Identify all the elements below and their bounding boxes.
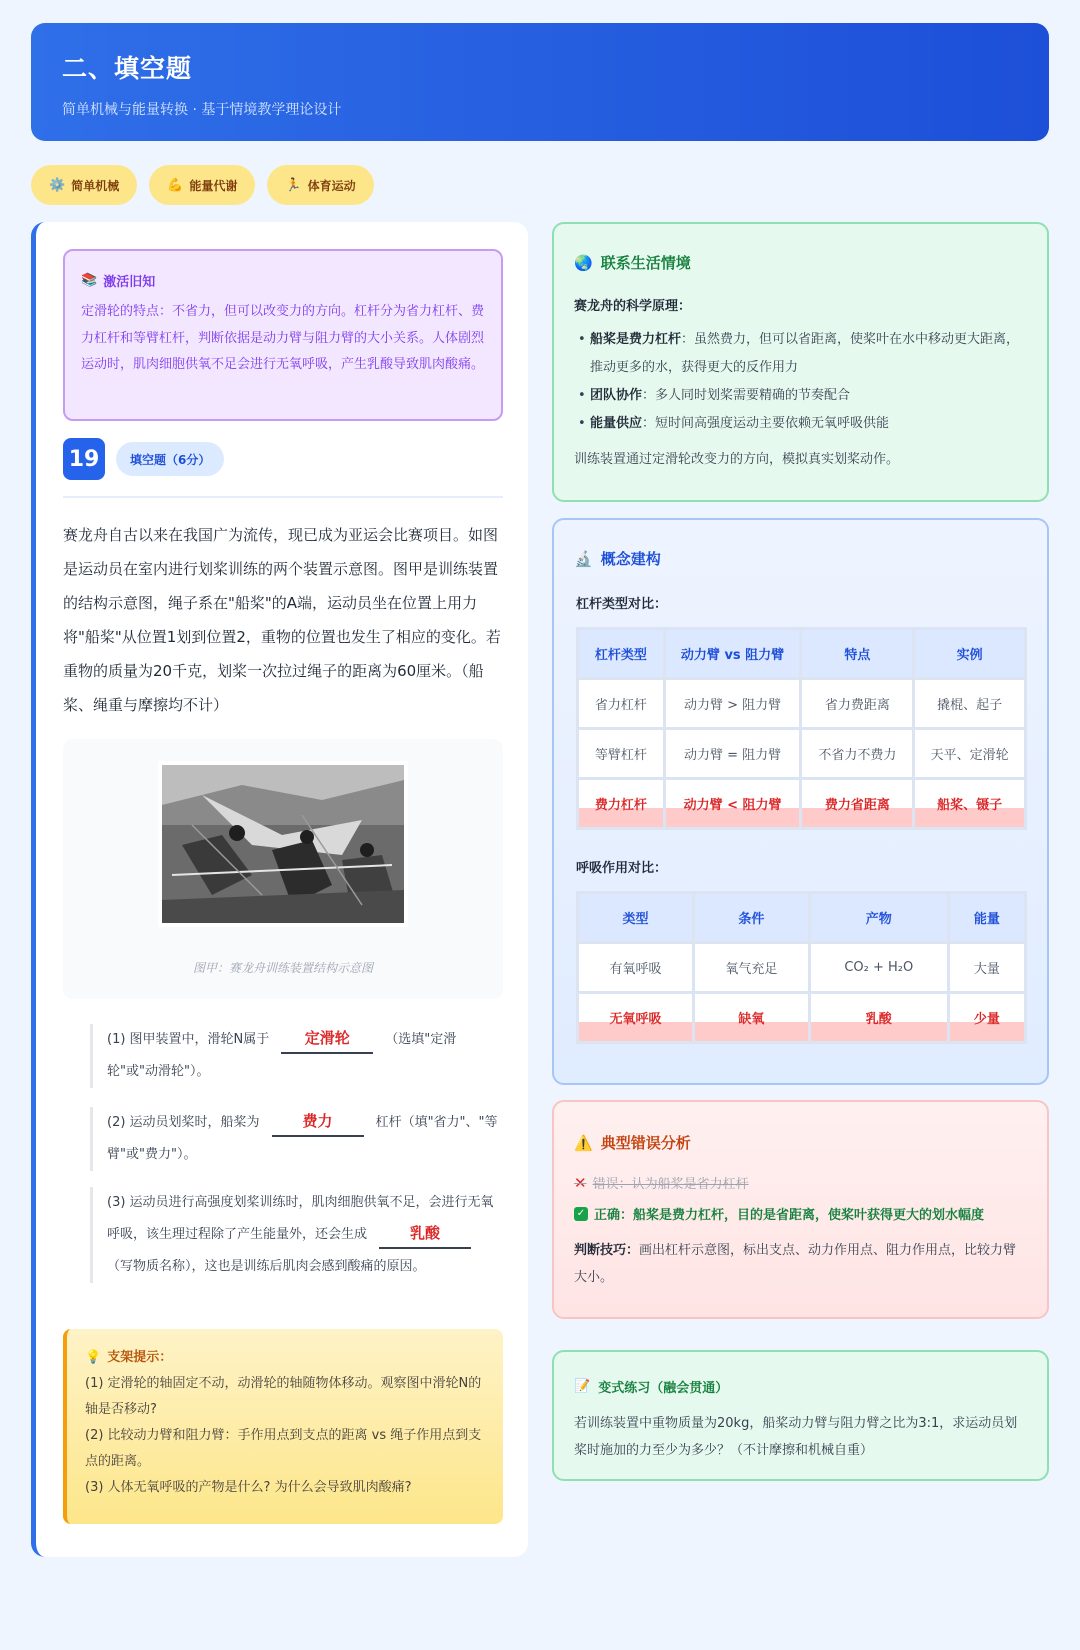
table-header-row bbox=[579, 630, 1024, 677]
table-header: 特点 bbox=[802, 630, 912, 677]
topic-tags bbox=[31, 165, 374, 205]
concept-card bbox=[552, 518, 1049, 1085]
life-context-note: 训练装置通过定滑轮改变力的方向，模拟真实划桨动作。 bbox=[574, 452, 900, 467]
hint-line-3: (3) 人体无氧呼吸的产物是什么? 为什么会导致肌肉酸痛? bbox=[85, 1480, 412, 1495]
list-item bbox=[574, 326, 1027, 382]
sub-question-3-text: (3) 运动员进行高强度划桨训练时，肌肉细胞供氧不足，会进行无氧呼吸，该生理过程除了产生能量外，还会生成 bbox=[107, 1195, 494, 1242]
page-header bbox=[31, 23, 1049, 141]
respiration-table-label: 呼吸作用对比： bbox=[576, 861, 668, 876]
table-cell: 动力臂 < 阻力臂 bbox=[666, 780, 800, 827]
wrong-statement bbox=[574, 1173, 1027, 1192]
table-cell: 大量 bbox=[950, 944, 1024, 991]
activate-text: 定滑轮的特点：不省力，但可以改变力的方向。杠杆分为省力杠杆、费力杠杆和等臂杠杆，判断依据是动力臂与阻力臂的大小关系。人体剧烈运动时，肌肉细胞供氧不足会进行无氧呼吸，产生乳酸导致肌肉酸痛。 bbox=[81, 304, 485, 372]
hint-line-2: (2) 比较动力臂和阻力臂：手作用点到支点的距离 vs 绳子作用点到支点的距离。 bbox=[85, 1428, 482, 1469]
list-item-bold: 能量供应 bbox=[590, 416, 643, 431]
tag-label: 体育运动 bbox=[307, 178, 356, 193]
sub-question-2-suffix: 杠杆（填"省力"、"等臂"或"费力"）。 bbox=[107, 1115, 498, 1162]
sub-question-1-text: (1) 图甲装置中，滑轮N属于 bbox=[107, 1032, 270, 1047]
life-context-title-text: 联系生活情境 bbox=[600, 254, 691, 272]
table-cell: 不省力不费力 bbox=[802, 730, 912, 777]
warning-icon: ⚠️ bbox=[574, 1133, 593, 1152]
table-row bbox=[579, 944, 1024, 991]
judgment-tip-text: 画出杠杆示意图，标出支点、动力作用点、阻力作用点，比较力臂大小。 bbox=[574, 1243, 1017, 1285]
error-analysis-title-text: 典型错误分析 bbox=[600, 1134, 691, 1152]
list-item bbox=[574, 410, 1027, 438]
table-row bbox=[579, 680, 1024, 727]
table-cell: 等臂杠杆 bbox=[579, 730, 663, 777]
concept-title-text: 概念建构 bbox=[600, 550, 661, 568]
practice-card bbox=[552, 1350, 1049, 1481]
sub-question-1-suffix: （选填"定滑轮"或"动滑轮"）。 bbox=[107, 1032, 457, 1079]
life-context-card bbox=[552, 222, 1049, 502]
practice-title-text: 变式练习（融会贯通） bbox=[598, 1381, 729, 1396]
activate-title bbox=[81, 271, 485, 290]
tag-label: 能量代谢 bbox=[189, 178, 238, 193]
figure-caption: 图甲：赛龙舟训练装置结构示意图 bbox=[192, 961, 373, 975]
answer-blank-3[interactable]: 乳酸 bbox=[379, 1219, 471, 1249]
question-type-badge: 填空题（6分） bbox=[116, 442, 224, 476]
question-panel bbox=[31, 222, 528, 1557]
table-header: 实例 bbox=[915, 630, 1024, 677]
tag-sports[interactable] bbox=[267, 165, 373, 205]
table-header: 能量 bbox=[950, 894, 1024, 941]
table-cell: 少量 bbox=[950, 994, 1024, 1041]
gear-icon: ⚙️ bbox=[49, 177, 66, 193]
table-header-row bbox=[579, 894, 1024, 941]
table-cell: 氧气充足 bbox=[695, 944, 808, 991]
lever-table-label: 杠杆类型对比： bbox=[576, 597, 668, 612]
list-item-bold: 团队协作 bbox=[590, 388, 643, 403]
runner-icon: 🏃 bbox=[285, 177, 302, 193]
tag-energy-metabolism[interactable] bbox=[149, 165, 255, 205]
table-cell: 缺氧 bbox=[695, 994, 808, 1041]
table-row-highlighted bbox=[579, 994, 1024, 1041]
table-cell: CO₂ + H₂O bbox=[811, 944, 947, 991]
sub-question-3 bbox=[90, 1187, 503, 1283]
globe-icon: 🌏 bbox=[574, 253, 593, 272]
sub-question-1 bbox=[90, 1024, 503, 1088]
correct-statement-text: 正确：船桨是费力杠杆，目的是省距离，使桨叶获得更大的划水幅度 bbox=[594, 1208, 985, 1223]
table-header: 动力臂 vs 阻力臂 bbox=[666, 630, 800, 677]
judgment-tip-label: 判断技巧： bbox=[574, 1243, 640, 1258]
list-item-text: ：短时间高强度运动主要依赖无氧呼吸供能 bbox=[642, 416, 890, 431]
cross-icon: ✕ bbox=[574, 1173, 587, 1192]
list-item-text: ：虽然费力，但可以省距离，使桨叶在水中移动更大距离，推动更多的水，获得更大的反作用力 bbox=[590, 332, 1020, 375]
table-cell: 动力臂 = 阻力臂 bbox=[666, 730, 800, 777]
concept-title bbox=[574, 548, 1027, 569]
hint-title bbox=[85, 1345, 487, 1371]
wrong-statement-text: 错误：认为船桨是省力杠杆 bbox=[592, 1177, 749, 1192]
check-icon: ✓ bbox=[574, 1207, 588, 1221]
table-header: 产物 bbox=[811, 894, 947, 941]
sub-question-3-suffix: （写物质名称），这也是训练后肌肉会感到酸痛的原因。 bbox=[107, 1259, 426, 1274]
answer-blank-2[interactable]: 费力 bbox=[272, 1107, 364, 1137]
error-analysis-title bbox=[574, 1132, 1027, 1153]
list-item-bold: 船桨是费力杠杆 bbox=[590, 332, 682, 347]
table-cell: 撬棍、起子 bbox=[915, 680, 1024, 727]
activate-prior-knowledge bbox=[63, 249, 503, 421]
list-item bbox=[574, 382, 1027, 410]
table-header: 类型 bbox=[579, 894, 692, 941]
sub-question-2 bbox=[90, 1107, 503, 1171]
sub-question-2-text: (2) 运动员划桨时，船桨为 bbox=[107, 1115, 260, 1130]
respiration-table bbox=[576, 891, 1027, 1044]
life-context-title bbox=[574, 252, 1027, 273]
lever-table bbox=[576, 627, 1027, 830]
hint-title-text: 支架提示： bbox=[107, 1350, 173, 1365]
figure bbox=[63, 739, 503, 999]
page-title: 二、填空题 bbox=[62, 54, 193, 83]
table-cell: 无氧呼吸 bbox=[579, 994, 692, 1041]
error-analysis-card bbox=[552, 1100, 1049, 1319]
table-cell: 动力臂 > 阻力臂 bbox=[666, 680, 800, 727]
table-cell: 费力省距离 bbox=[802, 780, 912, 827]
judgment-tip bbox=[574, 1237, 1027, 1291]
table-row-highlighted bbox=[579, 780, 1024, 827]
table-header: 条件 bbox=[695, 894, 808, 941]
tag-label: 简单机械 bbox=[71, 178, 120, 193]
table-header: 杠杆类型 bbox=[579, 630, 663, 677]
training-photo bbox=[158, 761, 408, 927]
table-row bbox=[579, 730, 1024, 777]
table-cell: 船桨、镊子 bbox=[915, 780, 1024, 827]
lightbulb-icon: 💡 bbox=[85, 1350, 102, 1365]
practice-title bbox=[574, 1377, 1027, 1396]
tag-simple-machines[interactable] bbox=[31, 165, 137, 205]
memo-icon: 📝 bbox=[574, 1379, 591, 1394]
hint-line-1: (1) 定滑轮的轴固定不动，动滑轮的轴随物体移动。观察图中滑轮N的轴是否移动? bbox=[85, 1376, 482, 1417]
books-icon: 📚 bbox=[81, 273, 98, 288]
table-cell: 天平、定滑轮 bbox=[915, 730, 1024, 777]
practice-text: 若训练装置中重物质量为20kg，船桨动力臂与阻力臂之比为3:1，求运动员划桨时施加的力至少为多少？（不计摩擦和机械自重） bbox=[574, 1416, 1018, 1458]
table-cell: 省力杠杆 bbox=[579, 680, 663, 727]
answer-blank-1[interactable]: 定滑轮 bbox=[281, 1024, 373, 1054]
correct-statement bbox=[574, 1204, 1027, 1223]
table-cell: 费力杠杆 bbox=[579, 780, 663, 827]
training-photo-image bbox=[162, 765, 404, 923]
question-header bbox=[63, 438, 503, 498]
life-context-label: 赛龙舟的科学原理： bbox=[574, 299, 692, 314]
list-item-text: ：多人同时划桨需要精确的节奏配合 bbox=[642, 388, 851, 403]
microscope-icon: 🔬 bbox=[574, 549, 593, 568]
life-context-list bbox=[574, 326, 1027, 438]
muscle-icon: 💪 bbox=[167, 177, 184, 193]
question-stem: 赛龙舟自古以来在我国广为流传，现已成为亚运会比赛项目。如图是运动员在室内进行划桨训练的两个装置示意图。图甲是训练装置的结构示意图，绳子系在"船桨"的A端，运动员坐在位置上用力将"船桨"从位置1划到位置2，重物的位置也发生了相应的变化。若重物的质量为20千克，划桨一次拉过绳子的距离为60厘米。（船桨、绳重与摩擦均不计） bbox=[63, 526, 501, 714]
scaffold-hint bbox=[63, 1329, 503, 1524]
page-subtitle: 简单机械与能量转换 · 基于情境教学理论设计 bbox=[62, 102, 342, 118]
question-number: 19 bbox=[63, 438, 105, 480]
table-cell: 乳酸 bbox=[811, 994, 947, 1041]
table-cell: 省力费距离 bbox=[802, 680, 912, 727]
table-cell: 有氧呼吸 bbox=[579, 944, 692, 991]
activate-title-text: 激活旧知 bbox=[103, 275, 156, 290]
